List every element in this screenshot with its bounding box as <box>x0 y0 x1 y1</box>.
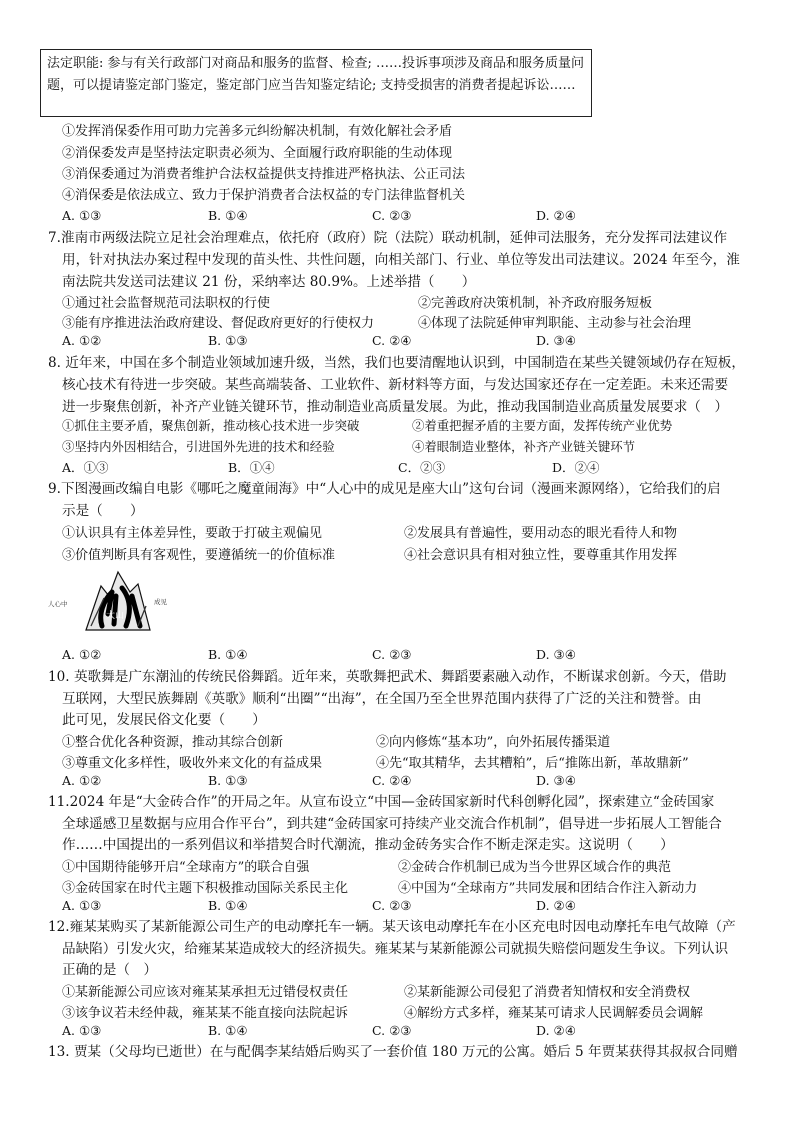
q9-answer-d: D. ③④ <box>536 647 576 662</box>
q7-option-4: ④体现了法院延伸审判职能、主动参与社会治理 <box>418 316 692 331</box>
q9-option-1: ①认识具有主体差异性，要敢于打破主观偏见 <box>62 526 323 541</box>
mountain-cartoon-image <box>46 566 180 638</box>
q10-answer-a: A. ①② <box>62 773 102 788</box>
cartoon-left-text: 人心中 <box>48 600 68 608</box>
q11-option-1: ①中国期待能够开启“全球南方”的联合自强 <box>62 860 310 875</box>
q10-answer-b: B. ①③ <box>208 773 248 788</box>
q12-option-3: ③该争议若未经仲裁，雍某某不能直接向法院起诉 <box>62 1006 349 1021</box>
q9-answer-b: B. ①④ <box>208 647 248 662</box>
q8-stem-line-3: 进一步聚焦创新，补齐产业链关键环节，推动制造业高质量发展。为此，推动我国制造业高质量发展要求（ ） <box>62 399 729 415</box>
q9-option-4: ④社会意识具有相对独立性，要尊重其作用发挥 <box>404 548 678 563</box>
q10-answer-c: C. ②④ <box>372 773 412 788</box>
q6-option-4: ④消保委是依法成立、致力于保护消费者合法权益的专门法律监督机关 <box>62 188 466 203</box>
q10-stem-line-1: 10. 英歌舞是广东潮汕的传统民俗舞蹈。近年来，英歌舞把武术、舞蹈要素融入动作，不断谋求创新。今天，借助 <box>48 669 727 685</box>
q6-answer-a: A. ①③ <box>62 208 102 223</box>
q9-stem-line-2: 示是（ ） <box>62 503 144 519</box>
q11-stem-line-3: 作……中国提出的一系列倡议和举措契合时代潮流，推动金砖务实合作不断走深走实。这说明（ ） <box>62 837 674 853</box>
q8-option-3: ③坚持内外因相结合，引进国外先进的技术和经验 <box>62 439 335 454</box>
mountain-icon <box>46 566 180 638</box>
q8-option-1: ①抓住主要矛盾，聚焦创新，推动核心技术进一步突破 <box>62 418 360 433</box>
q12-stem-line-3: 正确的是（ ） <box>62 962 158 978</box>
q8-option-2: ②着重把握矛盾的主要方面，发挥传统产业优势 <box>412 418 673 433</box>
q10-stem-line-2: 互联网，大型民族舞剧《英歌》顺利“出圈”“出海”，在全国乃至全世界范围内获得了广泛的关注和赞誉。由 <box>62 691 702 707</box>
box-text: 法定职能: 参与有关行政部门对商品和服务的监督、检查; ……投诉事项涉及商品和服务质量问题，可以提请鉴定部门鉴定，鉴定部门应当告知鉴定结论; 支持受损害的消费者提起诉讼…… <box>47 56 585 93</box>
q7-answer-b: B. ①③ <box>208 333 248 348</box>
q9-option-3: ③价值判断具有客观性，要遵循统一的价值标准 <box>62 548 336 563</box>
q6-answer-d: D. ②④ <box>536 208 576 223</box>
legal-function-box <box>40 49 592 117</box>
q12-answer-d: D. ②④ <box>536 1023 576 1038</box>
cartoon-main-glyph: 大山 <box>106 611 125 621</box>
q7-stem-line-3: 南法院共发送司法建议 21 份，采纳率达 80.9%。上述举措（ ） <box>62 274 476 290</box>
q7-answer-a: A. ①② <box>62 333 102 348</box>
q6-option-3: ③消保委通过为消费者维护合法权益提供支持推进严格执法、公正司法 <box>62 167 466 182</box>
q9-stem-line-1: 9.下图漫画改编自电影《哪吒之魔童闹海》中“人心中的成见是座大山”这句台词（漫画来源网络），它给我们的启 <box>48 481 721 497</box>
q11-stem-line-1: 11.2024 年是“大金砖合作”的开局之年。从宣布设立“中国—金砖国家新时代科创孵化园”，探索建立“金砖国家 <box>48 794 715 810</box>
q11-option-2: ②金砖合作机制已成为当今世界区域合作的典范 <box>398 860 672 875</box>
q6-answer-c: C. ②③ <box>372 208 412 223</box>
q7-answer-d: D. ③④ <box>536 333 576 348</box>
q12-answer-a: A. ①③ <box>62 1023 102 1038</box>
q8-stem-line-2: 核心技术有待进一步突破。某些高端装备、工业软件、新材料等方面，与发达国家还存在一定差距。未来还需要 <box>62 377 729 393</box>
q8-answer-b: B．①④ <box>228 460 275 475</box>
q11-option-4: ④中国为“全球南方”共同发展和团结合作注入新动力 <box>398 881 698 896</box>
q11-answer-a: A. ①③ <box>62 898 102 913</box>
q11-answer-c: C. ②③ <box>372 898 412 913</box>
q12-stem-line-2: 品缺陷）引发火灾，给雍某某造成较大的经济损失。雍某某与某新能源公司就损失赔偿问题发生争议。下列认识 <box>62 941 729 957</box>
q7-option-3: ③能有序推进法治政府建设、督促政府更好的行使权力 <box>62 316 375 331</box>
q7-stem-line-2: 用，针对执法办案过程中发现的苗头性、共性问题，向相关部门、行业、单位等发出司法建议。2024 年至今，淮 <box>62 252 740 268</box>
q7-option-2: ②完善政府决策机制，补齐政府服务短板 <box>418 296 653 311</box>
q7-answer-c: C. ②④ <box>372 333 412 348</box>
q12-option-4: ④解纷方式多样，雍某某可请求人民调解委员会调解 <box>404 1006 704 1021</box>
q7-option-1: ①通过社会监督规范司法职权的行使 <box>62 296 271 311</box>
q12-stem-line-1: 12.雍某某购买了某新能源公司生产的电动摩托车一辆。某天该电动摩托车在小区充电时因电动摩托车电气故障（产 <box>48 919 736 935</box>
q8-stem-line-1: 8. 近年来，中国在多个制造业领域加速升级，当然，我们也要清醒地认识到，中国制造在某些关键领域仍存在短板， <box>48 355 745 371</box>
q10-stem-line-3: 此可见，发展民俗文化要（ ） <box>62 712 266 728</box>
q9-option-2: ②发展具有普遍性，要用动态的眼光看待人和物 <box>404 526 678 541</box>
q13-stem-line-1: 13. 贾某（父母均已逝世）在与配偶李某结婚后购买了一套价值 180 万元的公寓。婚后 5 年贾某获得其叔叔合同赠 <box>48 1044 738 1060</box>
q8-answer-d: D．②④ <box>552 460 600 475</box>
q10-option-3: ③尊重文化多样性，吸收外来文化的有益成果 <box>62 756 323 771</box>
q6-option-2: ②消保委发声是坚持法定职责必须为、全面履行政府职能的生动体现 <box>62 146 453 161</box>
q12-option-2: ②某新能源公司侵犯了消费者知情权和安全消费权 <box>404 985 691 1000</box>
q8-option-4: ④着眼制造业整体，补齐产业链关键环节 <box>412 439 636 454</box>
q8-answer-c: C．②③ <box>398 460 446 475</box>
q10-option-1: ①整合优化各种资源，推动其综合创新 <box>62 735 284 750</box>
q6-option-1: ①发挥消保委作用可助力完善多元纠纷解决机制，有效化解社会矛盾 <box>62 124 453 139</box>
q10-answer-d: D. ③④ <box>536 773 576 788</box>
q11-answer-b: B. ①④ <box>208 898 248 913</box>
q10-option-2: ②向内修炼“基本功”，向外拓展传播渠道 <box>376 735 611 750</box>
q12-answer-b: B. ①④ <box>208 1023 248 1038</box>
q12-answer-c: C. ②③ <box>372 1023 412 1038</box>
q11-answer-d: D. ②④ <box>536 898 576 913</box>
q9-answer-c: C. ②③ <box>372 647 412 662</box>
q10-option-4: ④先“取其精华，去其糟粕”，后“推陈出新，革故鼎新” <box>376 756 689 771</box>
q7-stem-line-1: 7.淮南市两级法院立足社会治理难点，依托府（政府）院（法院）联动机制，延伸司法服务，充分发挥司法建议作 <box>48 230 728 246</box>
q8-answer-a: A．①③ <box>62 460 109 475</box>
cartoon-right-text: 成见 <box>154 598 167 606</box>
q11-option-3: ③金砖国家在时代主题下积极推动国际关系民主化 <box>62 881 349 896</box>
q11-stem-line-2: 全球遥感卫星数据与应用合作平台”，到共建“金砖国家可持续产业交流合作机制”，倡导进一步拓展人工智能合 <box>62 816 722 832</box>
q9-answer-a: A. ①② <box>62 647 102 662</box>
q12-option-1: ①某新能源公司应该对雍某某承担无过错侵权责任 <box>62 985 349 1000</box>
q6-answer-b: B. ①④ <box>208 208 248 223</box>
